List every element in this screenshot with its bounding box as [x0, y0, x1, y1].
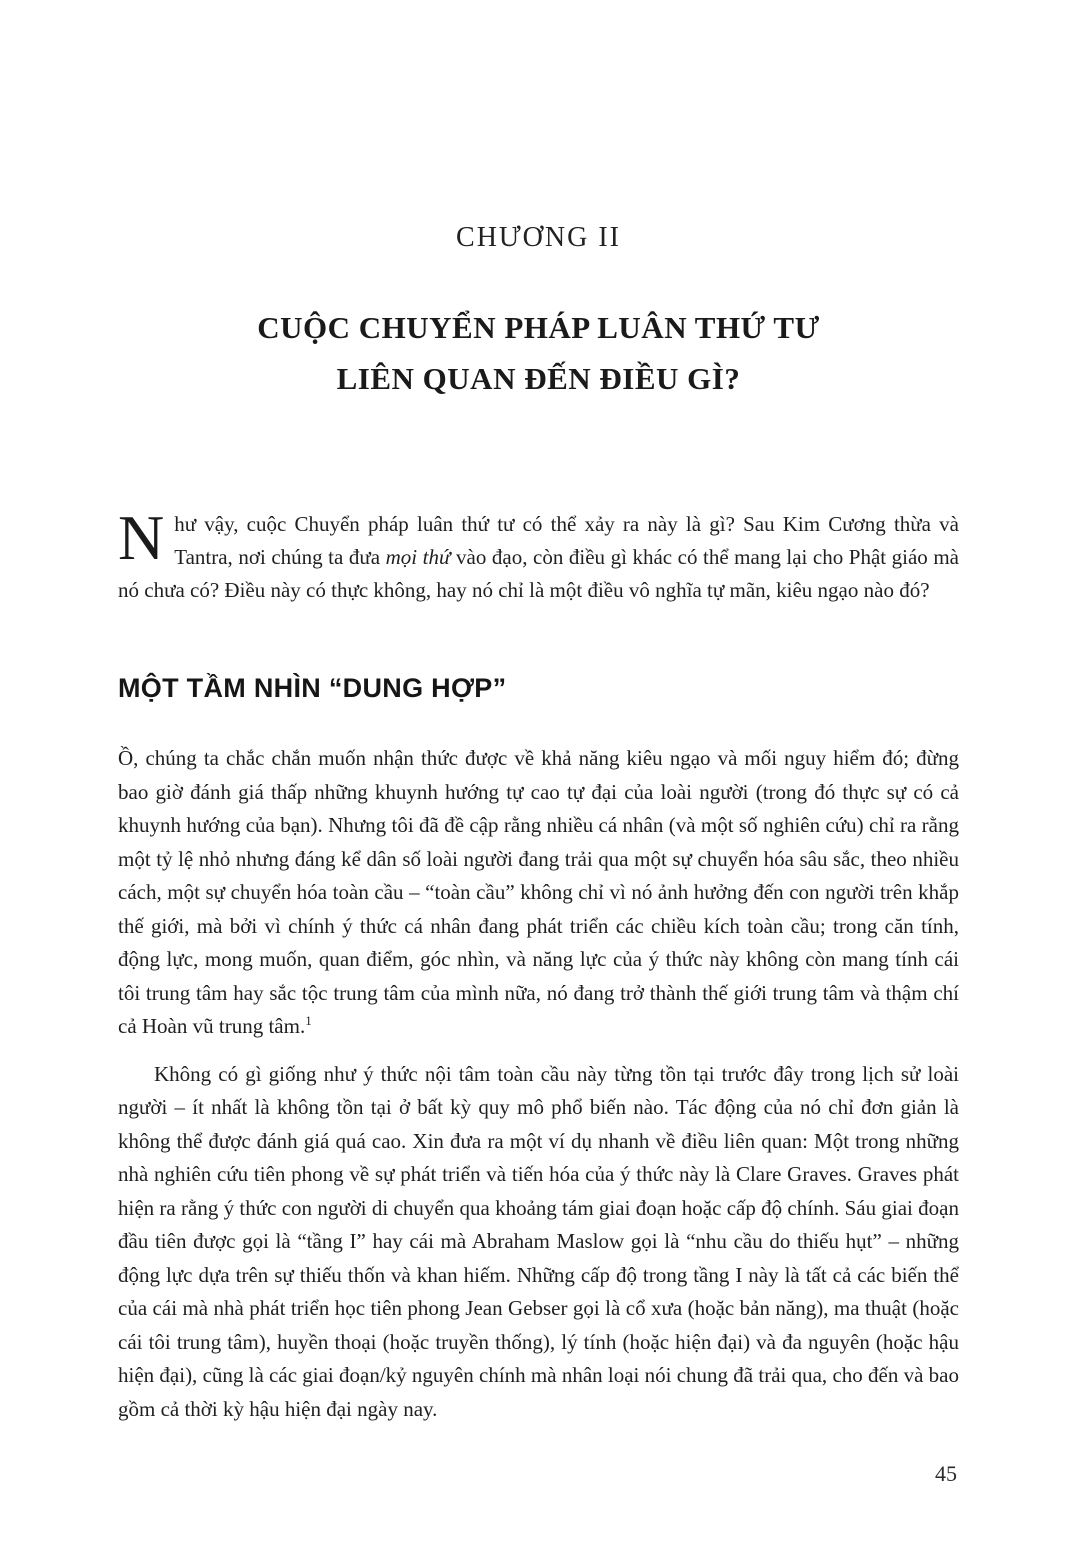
body-paragraph-1-text: Ồ, chúng ta chắc chắn muốn nhận thức được về khả năng kiêu ngạo và mối nguy hiểm đó; đừng bao giờ đánh giá thấp những khuynh hướng tự cao tự đại của loài người (trong đó thực sự có cả khuynh hướng của bạn). Nhưng tôi đã đề cập rằng nhiều cá nhân (và một số nghiên cứu) chỉ ra rằng một tỷ lệ nhỏ nhưng đáng kể dân số loài người đang trải qua một sự chuyển hóa sâu sắc, theo nhiều cách, một sự chuyển hóa toàn cầu – “toàn cầu” không chỉ vì nó ảnh hưởng đến con người trên khắp thế giới, mà bởi vì chính ý thức cá nhân đang phát triển các chiều kích toàn cầu; trong căn tính, động lực, mong muốn, quan điểm, góc nhìn, và năng lực của ý thức này không còn mang tính cái tôi trung tâm hay sắc tộc trung tâm của mình nữa, nó đang trở thành thế giới trung tâm và thậm chí cả Hoàn vũ trung tâm.	[118, 746, 959, 1038]
chapter-label: CHƯƠNG II	[456, 222, 621, 253]
body-paragraph-2-text: Không có gì giống như ý thức nội tâm toàn cầu này từng tồn tại trước đây trong lịch sử loài người – ít nhất là không tồn tại ở bất kỳ quy mô phổ biến nào. Tác động của nó chỉ đơn giản là không thể được đánh giá quá cao. Xin đưa ra một ví dụ nhanh về điều liên quan: Một trong những nhà nghiên cứu tiên phong về sự phát triển và tiến hóa của ý thức này là Clare Graves. Graves phát hiện ra rằng ý thức con người di chuyển qua khoảng tám giai đoạn hoặc cấp độ chính. Sáu giai đoạn đầu tiên được gọi là “tầng I” hay cái mà Abraham Maslow gọi là “nhu cầu do thiếu hụt” – những động lực dựa trên sự thiếu thốn và khan hiếm. Những cấp độ trong tầng I này là tất cả các biến thể của cái mà nhà phát triển học tiên phong Jean Gebser gọi là cổ xưa (hoặc bản năng), ma thuật (hoặc cái tôi trung tâm), huyền thoại (hoặc truyền thống), lý tính (hoặc hiện đại) và đa nguyên (hoặc hậu hiện đại), cũng là các giai đoạn/kỷ nguyên chính mà nhân loại nói chung đã trải qua, cho đến và bao gồm cả thời kỳ hậu hiện đại ngày nay.	[118, 1061, 959, 1421]
page-number: 45	[935, 1461, 957, 1486]
body-paragraph-1	[118, 742, 959, 1044]
section-heading: MỘT TẦM NHÌN “DUNG HỢP”	[118, 673, 507, 703]
body-paragraph-2	[118, 1058, 959, 1427]
intro-italic-text: mọi thứ	[385, 545, 451, 569]
chapter-title	[118, 302, 959, 404]
dropcap-letter: N	[118, 502, 165, 573]
intro-text-before-italic: hư vậy, cuộc Chuyển pháp luân thứ tư có thể xảy ra này là gì? Sau Kim Cương thừa và Tantra, nơi chúng ta đưa	[174, 512, 959, 569]
chapter-title-line1: CUỘC CHUYỂN PHÁP LUÂN THỨ TƯ	[257, 310, 820, 345]
intro-text-after-italic: vào đạo, còn điều gì khác có thể mang lại cho Phật giáo mà nó chưa có? Điều này có thực không, hay nó chỉ là một điều vô nghĩa tự mãn, kiêu ngạo nào đó?	[118, 545, 960, 602]
footnote-marker: 1	[305, 1013, 312, 1028]
intro-paragraph	[118, 502, 960, 607]
chapter-title-line2: LIÊN QUAN ĐẾN ĐIỀU GÌ?	[336, 361, 741, 396]
